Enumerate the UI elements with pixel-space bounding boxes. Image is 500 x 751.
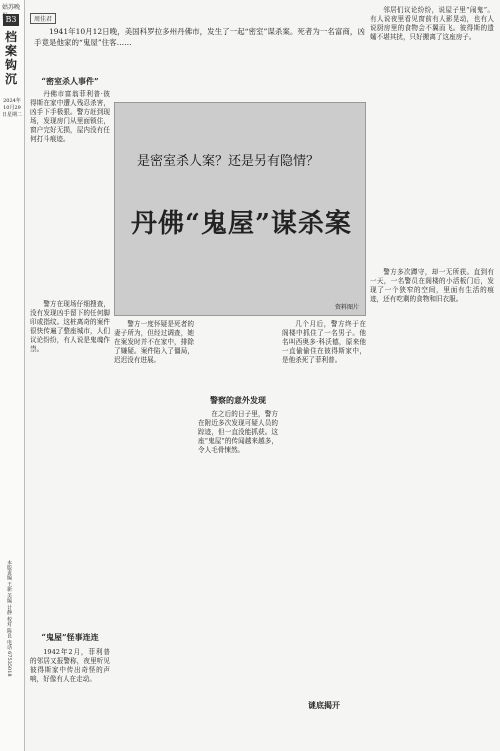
column-1c (30, 648, 110, 684)
lead-photo (114, 102, 366, 316)
paragraph: 警方一度怀疑是死者的妻子所为，但经过调查，她在案发时并不在家中，排除了嫌疑。案件陷入了僵局，迟迟没有进展。 (114, 320, 194, 364)
column-3b (370, 268, 494, 304)
left-strip (0, 0, 25, 751)
column-mid-2 (198, 410, 278, 455)
paragraph: 邻居们议论纷纷，说屋子里“闹鬼”。有人说夜里看见窗前有人影晃动，也有人说厨房里的食物会不翼而飞。彼得斯的遗孀不堪其扰，只好搬离了这座房子。 (370, 6, 494, 41)
issue-date: 2024年10月29日星期二 (2, 98, 23, 118)
section-title: 档案钩沉 (4, 30, 17, 86)
paragraph: 几个月后，警方终于在阁楼中抓住了一名男子。他名叫西奥多·科沃德，原来他一直偷偷住在彼得斯家中，是他杀死了菲利普。 (282, 320, 366, 364)
paragraph: 1942年2月，菲利普的邻居又报警称，夜里听见彼得斯家中传出奇怪的声响，好像有人在走动。 (30, 648, 110, 683)
page-credit: 本版责编 王新 美编 计静 校对 陈良 电话 67535018 (6, 560, 12, 677)
lead-paragraph: 1941年10月12日晚，美国科罗拉多州丹佛市，发生了一起“密室”谋杀案。死者为一名富商，凶手竟是他家的“鬼屋”住客…… (34, 27, 365, 47)
photo-kicker: 是密室杀人案？还是另有隐情？ (137, 154, 320, 169)
author-tag: 周佳君 (30, 13, 56, 24)
column-mid-3 (282, 320, 366, 365)
column-1 (30, 90, 110, 144)
photo-title: 丹佛“鬼屋”谋杀案 (131, 209, 352, 239)
paragraph: 警方在现场仔细搜查，没有发现凶手留下的任何脚印或指纹。这桩离奇的案件很快传遍了整座城市，人们议论纷纷，有人说是鬼魂作祟。 (30, 300, 110, 353)
paragraph: 警方多次蹲守，却一无所获。直到有一天，一名警员在阁楼的小活板门后，发现了一个狭窄的空间，里面有生活的痕迹，还有吃剩的食物和旧衣服。 (370, 268, 494, 303)
column-1b (30, 300, 110, 354)
paragraph: 丹佛市富翁菲利普·彼得斯在家中遭人残忍杀害，凶手下手极狠。警方赶到现场，发现房门从里面锁住，窗户完好无损，屋内没有任何打斗痕迹。 (30, 90, 110, 143)
article-header (30, 6, 230, 23)
section-heading-2: “鬼屋”怪事连连 (41, 632, 99, 642)
section-heading-1: “密室杀人事件” (41, 76, 99, 86)
column-3 (370, 6, 494, 42)
page-number: B3 (3, 14, 19, 26)
section-heading-3: 警察的意外发现 (210, 395, 266, 405)
section-heading-4: 谜底揭开 (308, 700, 340, 710)
photo-credit: 资料图片 (334, 304, 359, 311)
paragraph: 在之后的日子里，警方在附近多次发现可疑人员的踪迹，但一直没能抓获。这座“鬼屋”的传闻越来越多，令人毛骨悚然。 (198, 410, 278, 454)
column-mid-1 (114, 320, 194, 365)
brand: 姑苏晚 (2, 4, 21, 11)
